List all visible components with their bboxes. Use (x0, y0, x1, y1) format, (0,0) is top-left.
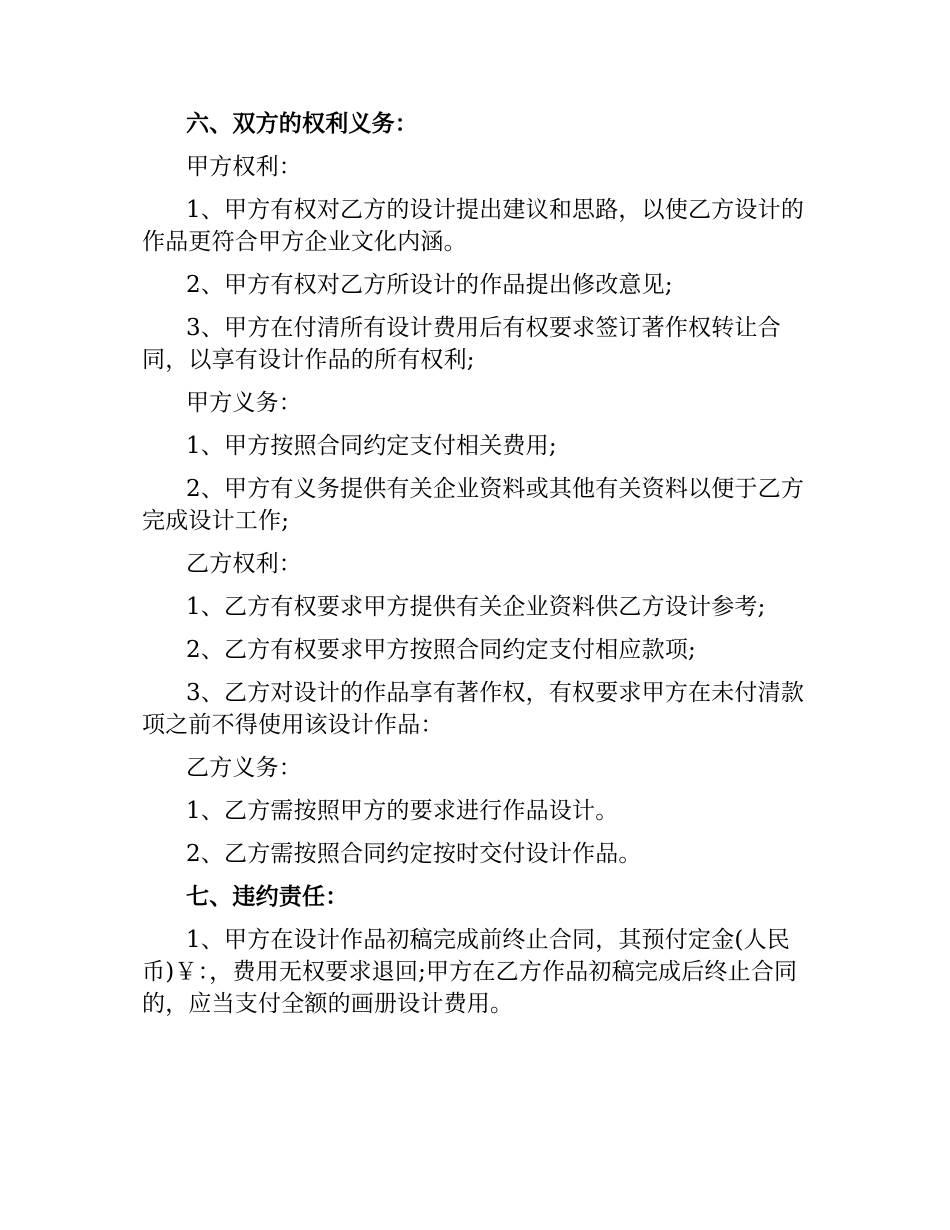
party-a-right-2: 2、甲方有权对乙方所设计的作品提出修改意见; (186, 272, 673, 298)
party-b-obligation-2: 2、乙方需按照合同约定按时交付设计作品。 (186, 841, 642, 867)
party-a-right-1: 1、甲方有权对乙方的设计提出建议和思路，以使乙方设计的作品更符合甲方企业文化内涵。 (142, 197, 805, 255)
party-b-right-2: 2、乙方有权要求甲方按照合同约定支付相应款项; (186, 637, 696, 663)
party-a-right-3: 3、甲方在付清所有设计费用后有权要求签订著作权转让合同，以享有设计作品的所有权利; (142, 315, 781, 373)
party-b-right-3: 3、乙方对设计的作品享有著作权，有权要求甲方在未付清款项之前不得使用该设计作品： (142, 680, 805, 738)
party-b-obligations-label: 乙方义务： (186, 755, 302, 781)
party-a-obligation-1: 1、甲方按照合同约定支付相关费用; (186, 433, 557, 459)
party-a-obligations-label: 甲方义务： (186, 390, 302, 416)
party-b-right-1: 1、乙方有权要求甲方提供有关企业资料供乙方设计参考; (186, 594, 766, 620)
section-heading-rights-obligations: 六、双方的权利义务： (186, 110, 418, 137)
party-b-obligation-1: 1、乙方需按照甲方的要求进行作品设计。 (186, 798, 619, 824)
party-b-rights-label: 乙方权利： (186, 551, 302, 577)
document-body (142, 108, 814, 1031)
party-a-rights-label: 甲方权利： (186, 154, 302, 180)
section-heading-breach-liability: 七、违约责任： (186, 883, 349, 910)
party-a-obligation-2: 2、甲方有义务提供有关企业资料或其他有关资料以便于乙方完成设计工作; (142, 476, 805, 534)
breach-liability-1: 1、甲方在设计作品初稿完成前终止合同，其预付定金(人民币)￥：，费用无权要求退回;甲方在乙方作品初稿完成后终止合同的，应当支付全额的画册设计费用。 (142, 927, 798, 1017)
